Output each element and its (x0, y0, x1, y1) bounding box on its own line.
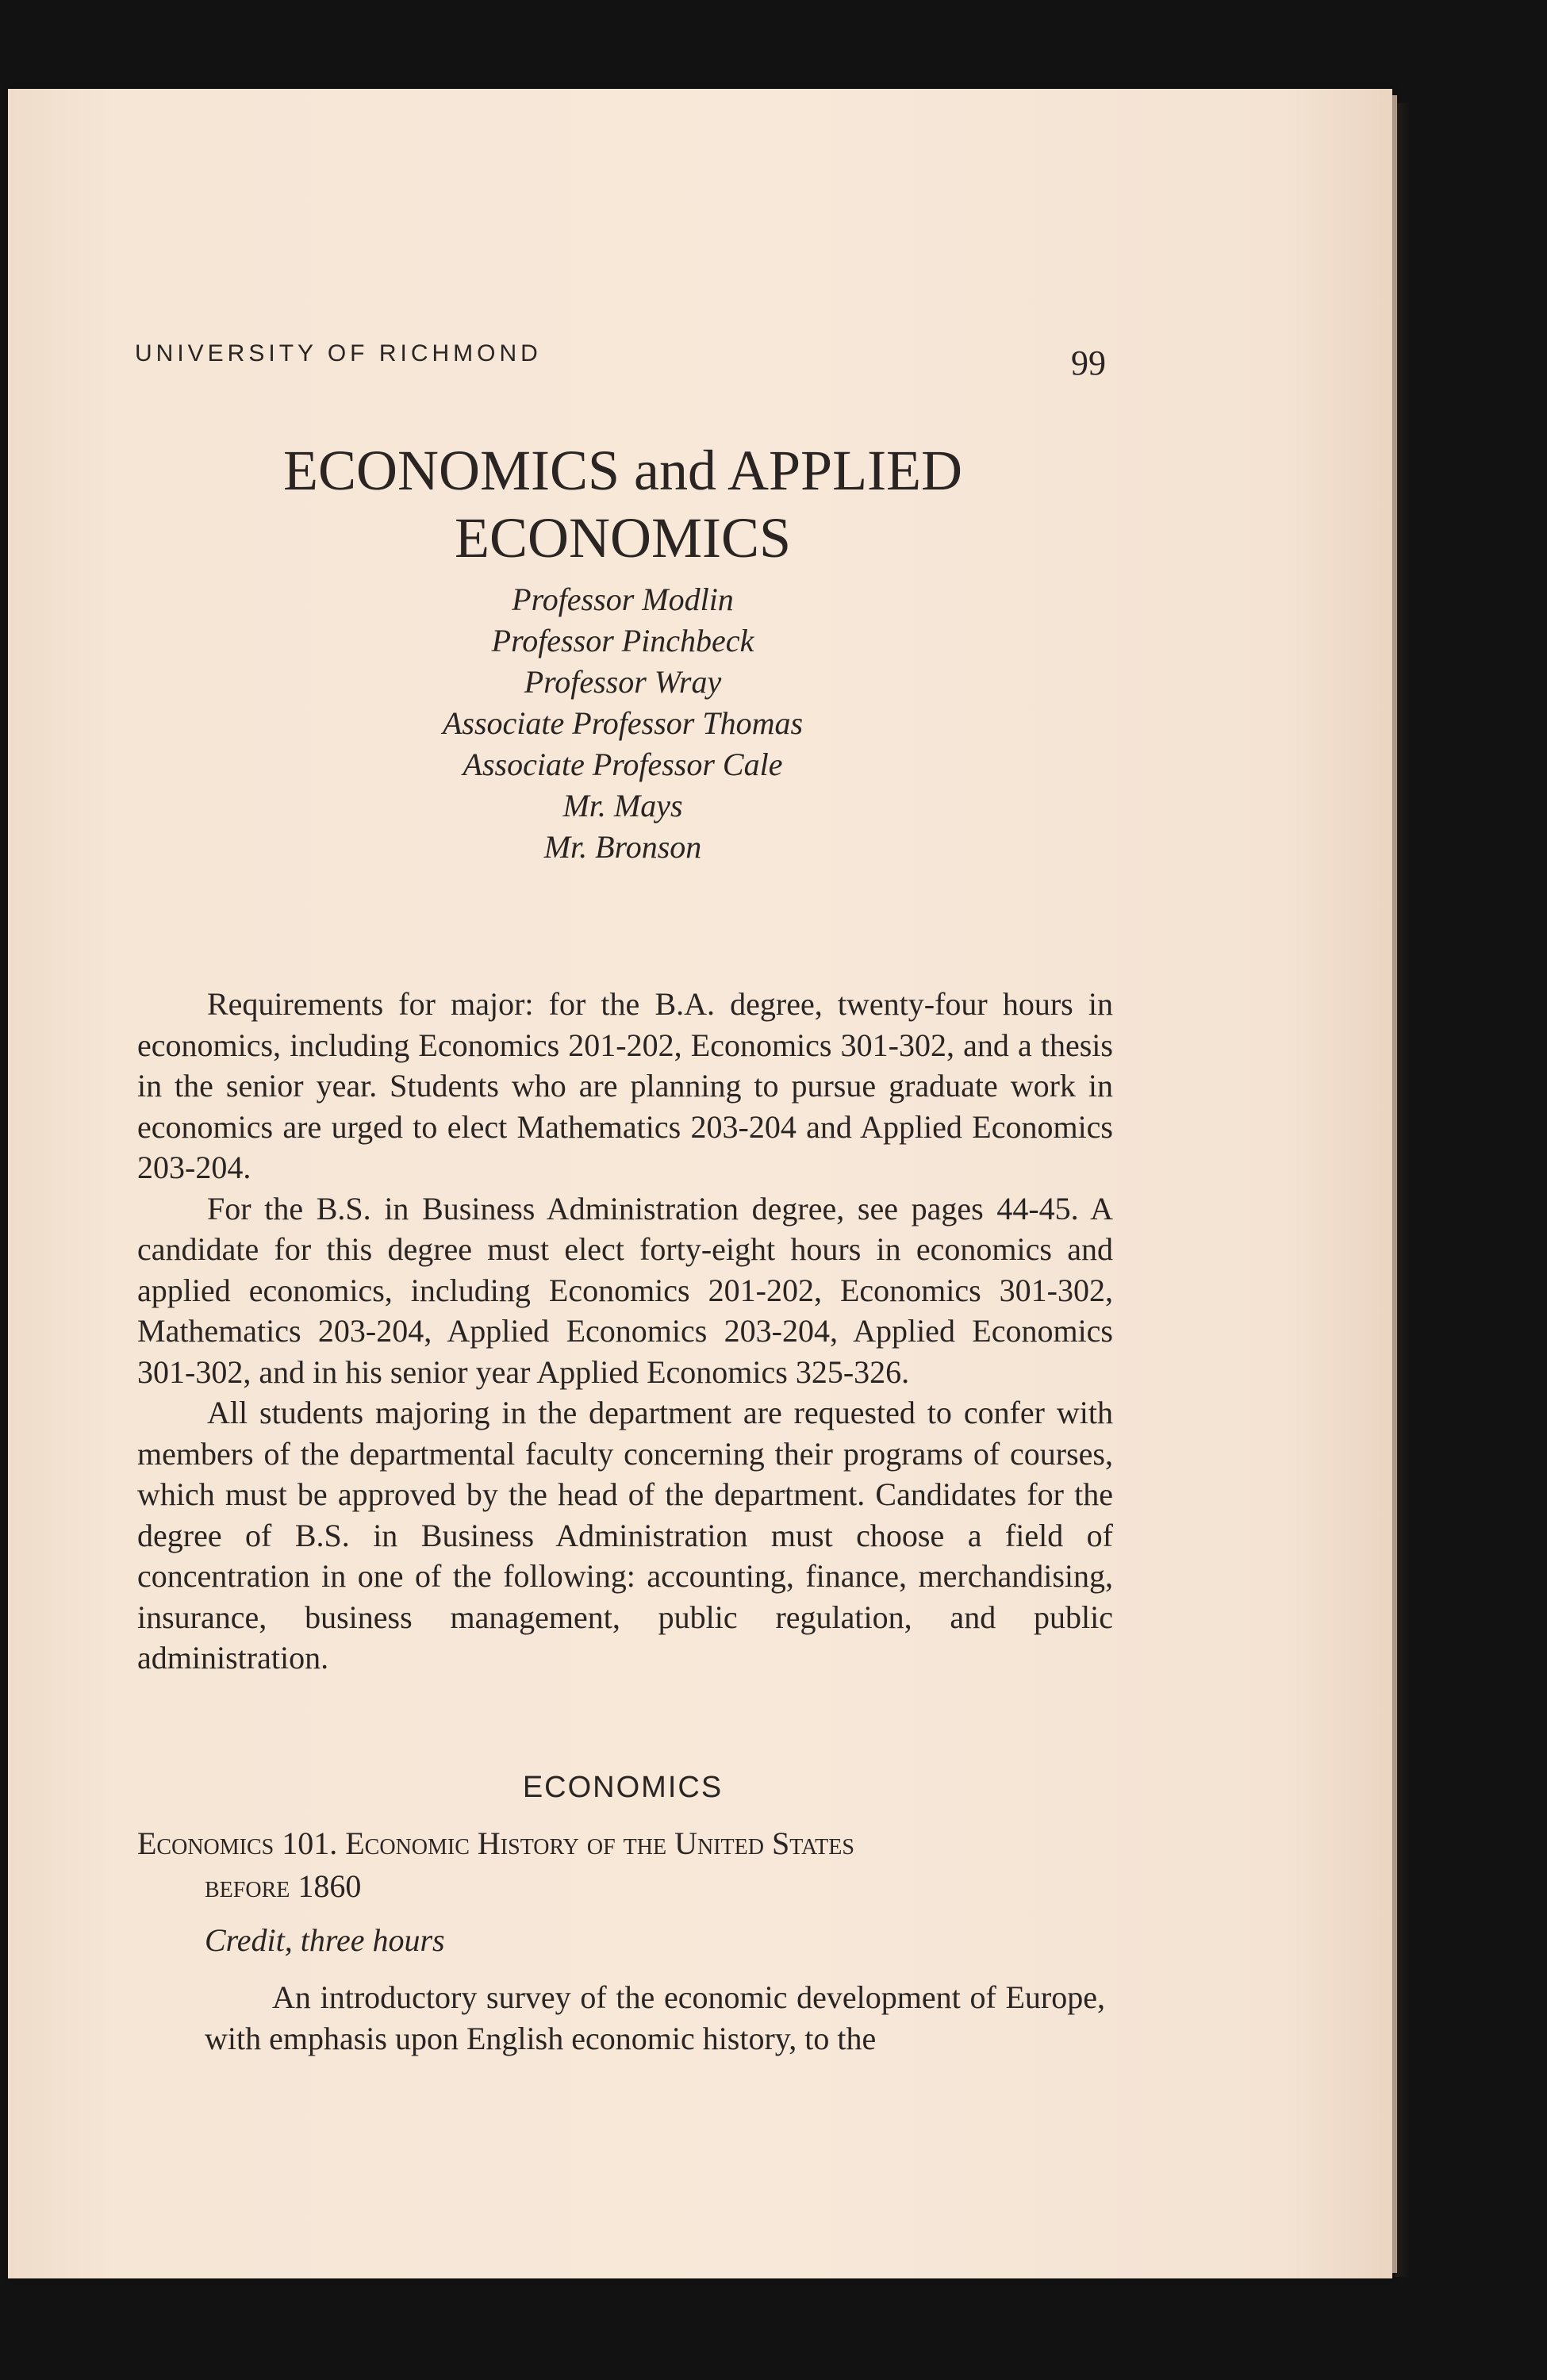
course-title-line-1: Economics 101. Economic History of the United States (137, 1825, 854, 1861)
faculty-member: Associate Professor Cale (463, 747, 783, 782)
faculty-member: Professor Pinchbeck (491, 623, 754, 658)
requirements-paragraph: Requirements for major: for the B.A. degree, twenty-four hours in economics, including Economics 201-202, Economics 301-302, and a thesis in the senior year. Students who are planning to pursue graduate work in economics are urged to elect Mathematics 203-204 and Applied Economics 203-204. (137, 986, 1113, 1185)
faculty-member: Mr. Mays (562, 788, 683, 823)
page-title-line-1: ECONOMICS and APPLIED (282, 439, 963, 502)
course-description: An introductory survey of the economic development of Europe, with emphasis upon English economic history, to the (205, 1979, 1105, 2056)
faculty-member: Professor Wray (524, 664, 722, 700)
book-page (8, 89, 1392, 2278)
section-heading: ECONOMICS (522, 1771, 724, 1804)
running-head: UNIVERSITY OF RICHMOND (135, 340, 542, 367)
faculty-member: Professor Modlin (512, 582, 734, 617)
course-title (137, 1822, 1113, 1908)
page-title-line-2: ECONOMICS (454, 506, 792, 570)
requirements-text (137, 984, 1113, 1679)
page-number: 99 (1071, 344, 1106, 382)
course-title-line-2: before 1860 (205, 1868, 362, 1904)
course-credit: Credit, three hours (205, 1922, 445, 1958)
page-edge-shadow (1395, 103, 1411, 2277)
advising-paragraph: All students majoring in the department are requested to confer with members of the departmental faculty concerning their programs of courses, which must be approved by the head of the department. Candidates for the degree of B.S. in Business Administration must choose a field of concentration in one of the following: accounting, finance, merchandising, insurance, business management, public regulation, and public administration. (137, 1395, 1113, 1676)
page-content (8, 89, 1392, 2278)
faculty-member: Mr. Bronson (543, 829, 702, 865)
faculty-member: Associate Professor Thomas (442, 705, 804, 741)
bs-paragraph: For the B.S. in Business Administration degree, see pages 44-45. A candidate for this degree must elect forty-eight hours in economics and applied economics, including Economics 201-202, Economics 301-302, Mathematics 203-204, Applied Economics 203-204, Applied Economics 301-302, and in his senior year Applied Economics 325-326. (137, 1190, 1113, 1390)
faculty-list (135, 579, 1111, 868)
